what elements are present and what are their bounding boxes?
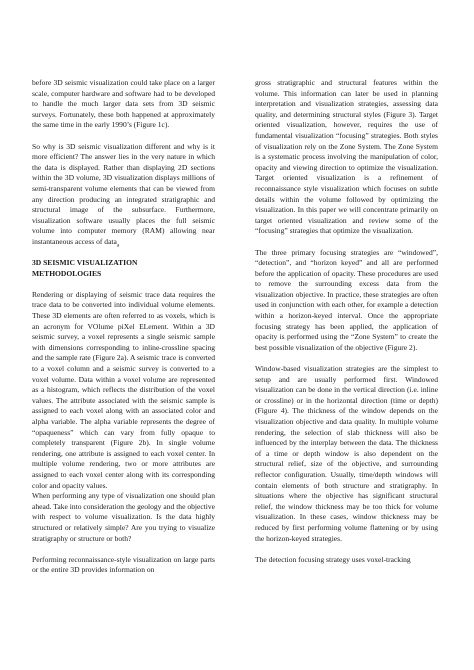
paragraph-detection: The detection focusing strategy uses voxel-tracking bbox=[255, 554, 411, 564]
paragraph-window-based: Window-based visualization strategies are the simplest to setup and are usually performed first. Windowed visualization can be done in the vertical direction (i.e. inline or crossline) or in the horizontal direction (time or depth) (Figure 4). The thickness of the window depends on the visualization objective and data quality. In multiple volume rendering, the selection of slab thickness will also be influenced by the interplay between the data. The thickness of a time or depth window is also dependent on the structural relief, size of the objective, and surrounding reflector configuration. Usually, time/depth windows will contain elements of both structure and stratigraphy. In situations where the objective has significant structural relief, the window thickness may be too thick for volume visualization. In these cases, window thickness may be reduced by first performing volume flattening or by using the horizon-keyed strategies. bbox=[255, 364, 438, 543]
right-column bbox=[255, 78, 438, 576]
paragraph-voxels: Rendering or displaying of seismic trace data requires the trace data to be converted into individual volume elements. These 3D elements are often referred to as voxels, which is an acronym for VOlume piXel ELement. Within a 3D seismic survey, a voxel represents a single seismic sample with dimensions corresponding to inline-crossline spacing and the sample rate (Figure 2a). A seismic trace is converted to a voxel column and a seismic survey is converted to a voxel volume. Data within a voxel volume are represented as a histogram, which reflects the distribution of the voxel values. The attribute associated with the seismic sample is assigned to each voxel along with an associated color and alpha variable. The alpha variable represents the degree of “opaqueness” which can vary from fully opaque to completely transparent (Figure 2b). In single volume rendering, one attribute is assigned to each voxel center. In multiple volume rendering, two or more attributes are assigned to each voxel center along with its corresponding color and opacity values. bbox=[32, 289, 215, 490]
left-column bbox=[32, 78, 215, 587]
paragraph-focusing-strategies: The three primary focusing strategies are “windowed”, “detection”, and “horizon keyed” and all are performed before the application of opacity. These procedures are used to remove the surrounding excess data from the visualization objective. In practice, these strategies are often used in conjunction with each other, for example a detection within a horizon-keyed interval. Once the appropriate focusing strategy has been applied, the application of opacity is performed using the “Zone System” to create the best possible visualization of the objective (Figure 2). bbox=[255, 247, 438, 352]
paragraph-plan-ahead: When performing any type of visualization one should plan ahead. Take into consideration the geology and the objective with respect to volume visualization. Is the data highly structured or relatively simple? Are you trying to visualize stratigraphy or structure or both? bbox=[32, 491, 215, 543]
section-heading-line2: METHODOLOGIES bbox=[32, 268, 102, 278]
paragraph-hardware-history: before 3D seismic visualization could take place on a larger scale, computer hardware and software had to be developed to handle the much larger data sets from 3D seismic surveys. Fortunately, these both happened at approximately the same time in the early 1990’s (Figure 1c). bbox=[32, 78, 215, 130]
section-heading bbox=[32, 258, 215, 279]
paragraph-reconnaissance: Performing reconnaissance-style visualization on large parts or the entire 3D provides information on bbox=[32, 554, 215, 575]
subscript-mark: a bbox=[116, 243, 120, 249]
paragraph-zone-system: gross stratigraphic and structural features within the volume. This information can later be used in planning interpretation and visualization strategies, assessing data quality, and determining structural styles (Figure 3). Target oriented visualization, however, requires the use of fundamental visualization “focusing” strategies. Both styles of visualization rely on the Zone System. The Zone System is a systematic process involving the manipulation of color, opacity and viewing direction to optimize the visualization. Target oriented visualization is a refinement of reconnaissance style visualization which focuses on subtle details within the volume followed by optimizing the visualization. In this paper we will concentrate primarily on target oriented visualization and review some of the “focusing” strategies that optimize the visualization. bbox=[255, 78, 438, 236]
paragraph-why-visualization bbox=[32, 142, 215, 248]
paragraph-why-visualization-text: So why is 3D seismic visualization different and why is it more efficient? The answer lies in the very nature in which the data is displayed. Rather than displaying 2D sections within the 3D volume, 3D visualization displays millions of semi-transparent volume elements that can be viewed from any direction producing an integrated stratigraphic and structural image of the subsurface. Furthermore, visualization software usually places the full seismic volume into computer memory (RAM) allowing near instantaneous access of data bbox=[32, 141, 215, 246]
section-heading-line1: 3D SEISMIC VISUALIZATION bbox=[32, 258, 138, 268]
